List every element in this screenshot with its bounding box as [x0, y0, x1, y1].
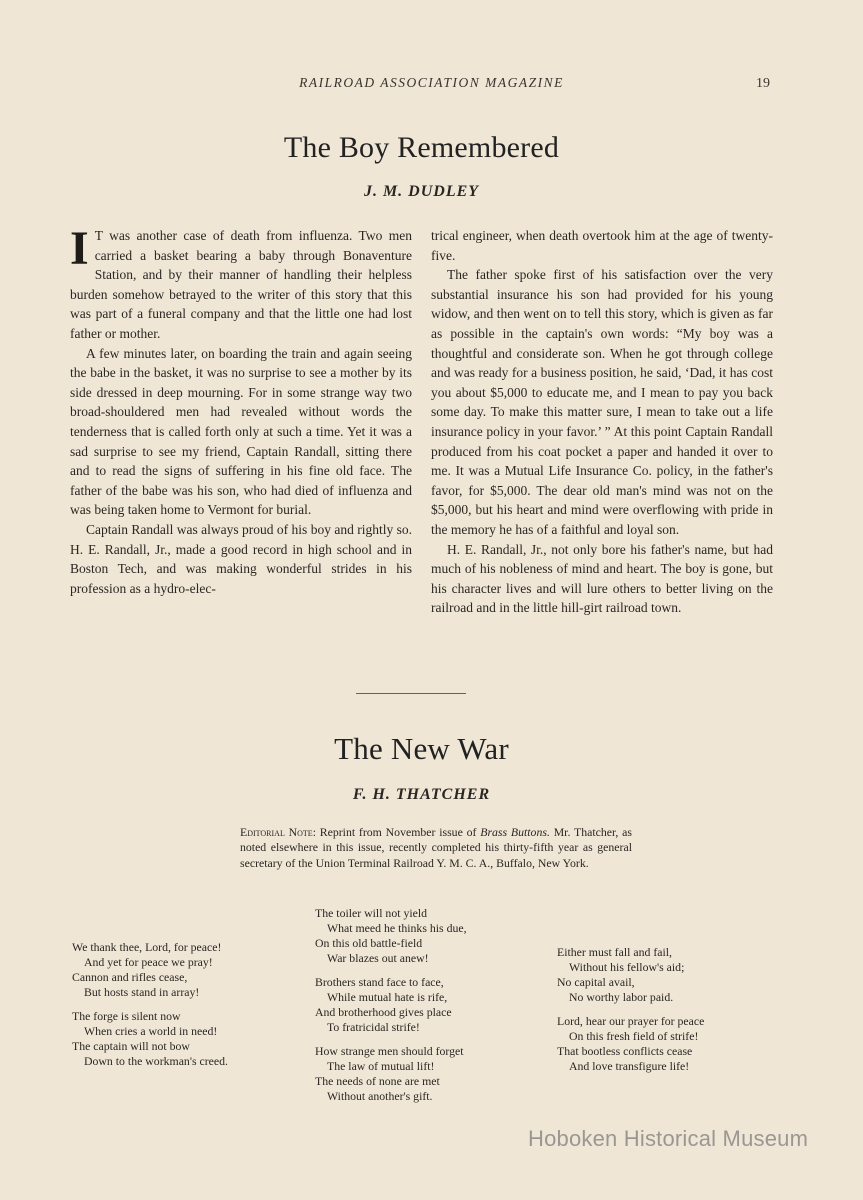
editorial-note-label: Editorial Note: — [240, 825, 316, 839]
paragraph: A few minutes later, on boarding the train and again seeing the babe in the basket, it was no surprise to see a mother by its side dressed in deep mourning. For in some strange way two broad-shouldered men had revealed without words the tenderness that is called forth only at such a time. Yet it was a sad surprise to see my friend, Captain Randall, sitting there and to read the signs of suffering in his fine old face. The father of the babe was his son, who had died of influenza and was being taken home to Vermont for burial. — [70, 345, 412, 518]
editorial-note: Editorial Note: Reprint from November issue of Brass Buttons. Mr. Thatcher, as noted elsewhere in this issue, recently completed his thirty-fifth year as general secretary of the Union Terminal Railroad Y. M. C. A., Buffalo, New York. — [240, 825, 632, 870]
paragraph: I T was another case of death from influenza. Two men carried a basket bearing a baby through Bonaventure Station, and by their manner of handling their helpless burden somehow betrayed to the writer of this story that this was part of a funeral company and that the little one had lost father or mother. — [70, 222, 412, 341]
article-byline-thatcher: F. H. THATCHER — [352, 786, 491, 803]
poem-column-2 — [315, 906, 467, 1113]
poem-stanza: The forge is silent now When cries a world in need! The captain will not bow Down to the workman's creed. — [72, 1009, 228, 1068]
article-title-boy-remembered: The Boy Remembered — [283, 131, 560, 164]
paragraph: The father spoke first of his satisfaction over the very substantial insurance his son had provided for his young widow, and then went on to tell this story, which is given as far as possible in the captain's own words: “My boy was a thoughtful and considerate son. When he got through college and was ready for a business position, he said, ‘Dad, it has cost you about $5,000 to educate me, and I mean to pay you back some day. To make this matter sure, I mean to take out a life insurance policy in your favor.’ ” At this point Captain Randall produced from his coat pocket a paper and handed it over to me. It was a Mutual Life Insurance Co. policy, in the father's favor, for $5,000. The dear old man's mind was not on the $5,000, but his heart and mind were overflowing with pride in the memory he has of a faithful and loyal son. — [431, 267, 773, 537]
poem-stanza: How strange men should forget The law of mutual lift! The needs of none are met Without another's gift. — [315, 1044, 464, 1103]
article1-left-column — [70, 222, 412, 598]
article-title-new-war: The New War — [334, 731, 509, 766]
poem-stanza: Lord, hear our prayer for peace On this fresh field of strife! That bootless conflicts cease And love transfigure life! — [557, 1014, 705, 1073]
poem-stanza: Brothers stand face to face, While mutual hate is rife, And brotherhood gives place To fratricidal strife! — [315, 975, 452, 1034]
paragraph: Captain Randall was always proud of his boy and rightly so. H. E. Randall, Jr., made a good record in high school and in Boston Tech, and was making wonderful strides in his profession as a hydro-elec- — [70, 521, 412, 596]
paragraph: H. E. Randall, Jr., not only bore his father's name, but had much of his nobleness of mind and heart. The boy is gone, but his character lives and will lure others to better living on the railroad and in the little hill-girt railroad town. — [431, 541, 773, 616]
article-byline-dudley: J. M. DUDLEY — [363, 183, 480, 200]
drop-cap: I — [70, 222, 89, 275]
publication-name: Brass Buttons. — [480, 825, 550, 839]
page-number: 19 — [756, 76, 770, 91]
running-head: RAILROAD ASSOCIATION MAGAZINE — [299, 75, 564, 90]
poem-stanza: The toiler will not yield What meed he thinks his due, On this old battle-field War blazes out anew! — [315, 906, 467, 965]
poem-column-1 — [72, 940, 228, 1078]
poem-column-3 — [557, 945, 704, 1083]
section-divider — [356, 693, 466, 694]
museum-watermark: Hoboken Historical Museum — [528, 1126, 809, 1151]
poem-stanza: We thank thee, Lord, for peace! And yet for peace we pray! Cannon and rifles cease, But hosts stand in array! — [72, 940, 222, 999]
article1-right-column — [431, 226, 773, 618]
paragraph: trical engineer, when death overtook him at the age of twenty-five. — [431, 228, 773, 263]
poem-stanza: Either must fall and fail, Without his fellow's aid; No capital avail, No worthy labor paid. — [557, 945, 685, 1004]
